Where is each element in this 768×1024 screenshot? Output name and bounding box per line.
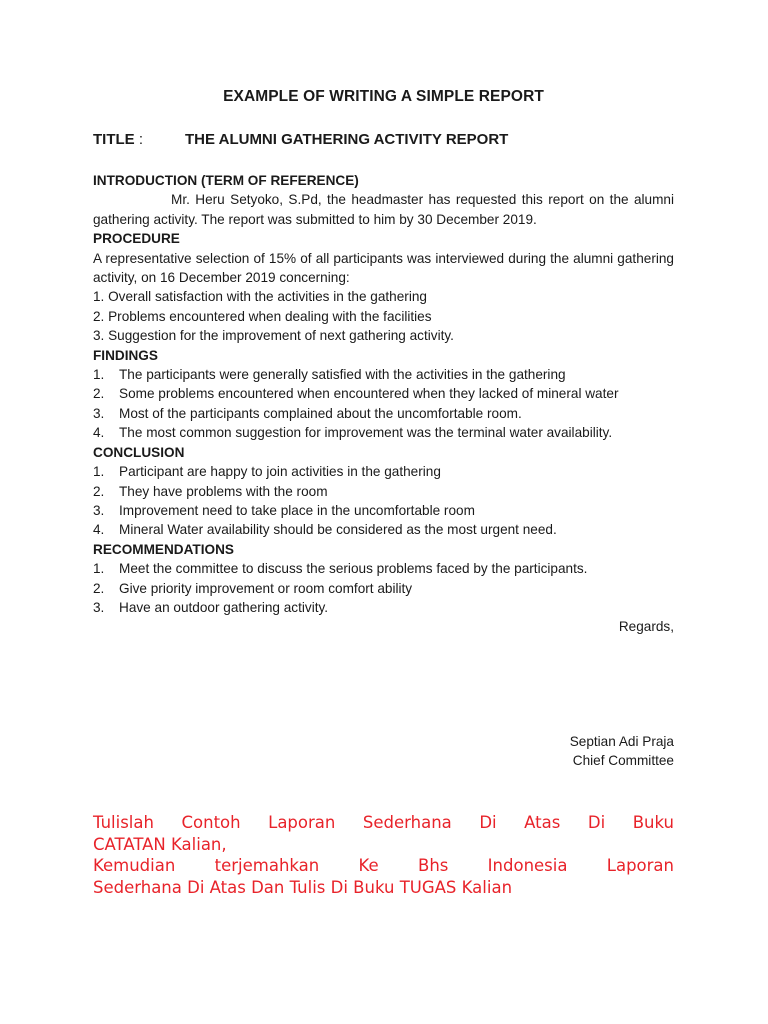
list-text: Some problems encountered when encountered when they lacked of mineral water <box>119 386 619 402</box>
list-item <box>93 579 674 598</box>
procedure-list <box>93 287 674 345</box>
list-item <box>93 559 674 578</box>
signer-role: Chief Committee <box>572 753 674 769</box>
list-number: 1. <box>93 561 105 577</box>
list-text: Most of the participants complained about the uncomfortable room. <box>119 405 522 421</box>
instruction-line-4: Sederhana Di Atas Dan Tulis Di Buku TUGAS Kalian <box>93 877 513 897</box>
report-title: THE ALUMNI GATHERING ACTIVITY REPORT <box>185 131 509 148</box>
procedure-heading: PROCEDURE <box>93 231 180 247</box>
findings-heading: FINDINGS <box>93 347 158 363</box>
list-number: 2. <box>93 580 105 596</box>
document-heading: EXAMPLE OF WRITING A SIMPLE REPORT <box>223 88 544 105</box>
conclusion-list <box>93 462 674 540</box>
list-number: 4. <box>93 522 105 538</box>
signature-block <box>570 732 674 771</box>
report-body <box>93 171 674 637</box>
closing-text: Regards, <box>618 619 674 635</box>
instruction-line-1: Tulislah Contoh Laporan Sederhana Di Atas Di Buku <box>93 813 674 832</box>
list-item: 2. Problems encountered when dealing with the facilities <box>93 308 432 324</box>
list-text: The most common suggestion for improvement was the terminal water availability. <box>119 425 613 441</box>
list-text: The participants were generally satisfied with the activities in the gathering <box>119 367 566 383</box>
findings-list <box>93 365 674 443</box>
conclusion-heading: CONCLUSION <box>93 444 185 460</box>
list-text: Meet the committee to discuss the serious problems faced by the participants. <box>119 561 588 577</box>
list-text: Improvement need to take place in the uncomfortable room <box>119 502 475 518</box>
recommendations-heading: RECOMMENDATIONS <box>93 541 234 557</box>
list-number: 3. <box>93 599 105 615</box>
introduction-text: Mr. Heru Setyoko, S.Pd, the headmaster has requested this report on the alumni gathering activity. The report was submitted to him by 30 December 2019. <box>93 192 674 227</box>
list-item <box>93 423 674 442</box>
report-title-row <box>93 131 674 148</box>
list-item <box>93 598 674 617</box>
list-item <box>93 501 674 520</box>
list-number: 4. <box>93 425 105 441</box>
list-number: 1. <box>93 464 105 480</box>
signer-name: Septian Adi Praja <box>569 734 674 749</box>
instruction-line-3: Kemudian terjemahkan Ke Bhs Indonesia Laporan <box>93 856 674 875</box>
list-item <box>93 365 674 384</box>
title-separator: : <box>134 131 144 148</box>
list-number: 3. <box>93 405 105 421</box>
list-text: Give priority improvement or room comfort ability <box>119 580 413 596</box>
procedure-text: A representative selection of 15% of all participants was interviewed during the alumni gathering activity, on 16 December 2019 concerning: <box>93 250 674 286</box>
list-number: 1. <box>93 367 105 383</box>
list-number: 2. <box>93 483 105 499</box>
list-item: 3. Suggestion for the improvement of next gathering activity. <box>93 328 454 344</box>
list-item <box>93 482 674 501</box>
introduction-heading: INTRODUCTION (TERM OF REFERENCE) <box>93 173 359 188</box>
title-label: TITLE <box>93 131 135 148</box>
list-item <box>93 384 674 403</box>
list-text: Mineral Water availability should be considered as the most urgent need. <box>119 522 557 538</box>
list-text: Have an outdoor gathering activity. <box>119 599 329 615</box>
list-item <box>93 462 674 481</box>
list-number: 3. <box>93 502 105 518</box>
list-item <box>93 520 674 539</box>
list-text: Participant are happy to join activities in the gathering <box>119 464 441 480</box>
instruction-line-2: CATATAN Kalian, <box>93 834 227 854</box>
list-item <box>93 404 674 423</box>
list-item: 1. Overall satisfaction with the activities in the gathering <box>93 289 427 305</box>
recommendations-list <box>93 559 674 617</box>
list-text: They have problems with the room <box>119 483 328 499</box>
list-number: 2. <box>93 386 105 402</box>
title-label-group <box>93 131 143 148</box>
instruction-note <box>93 812 674 898</box>
